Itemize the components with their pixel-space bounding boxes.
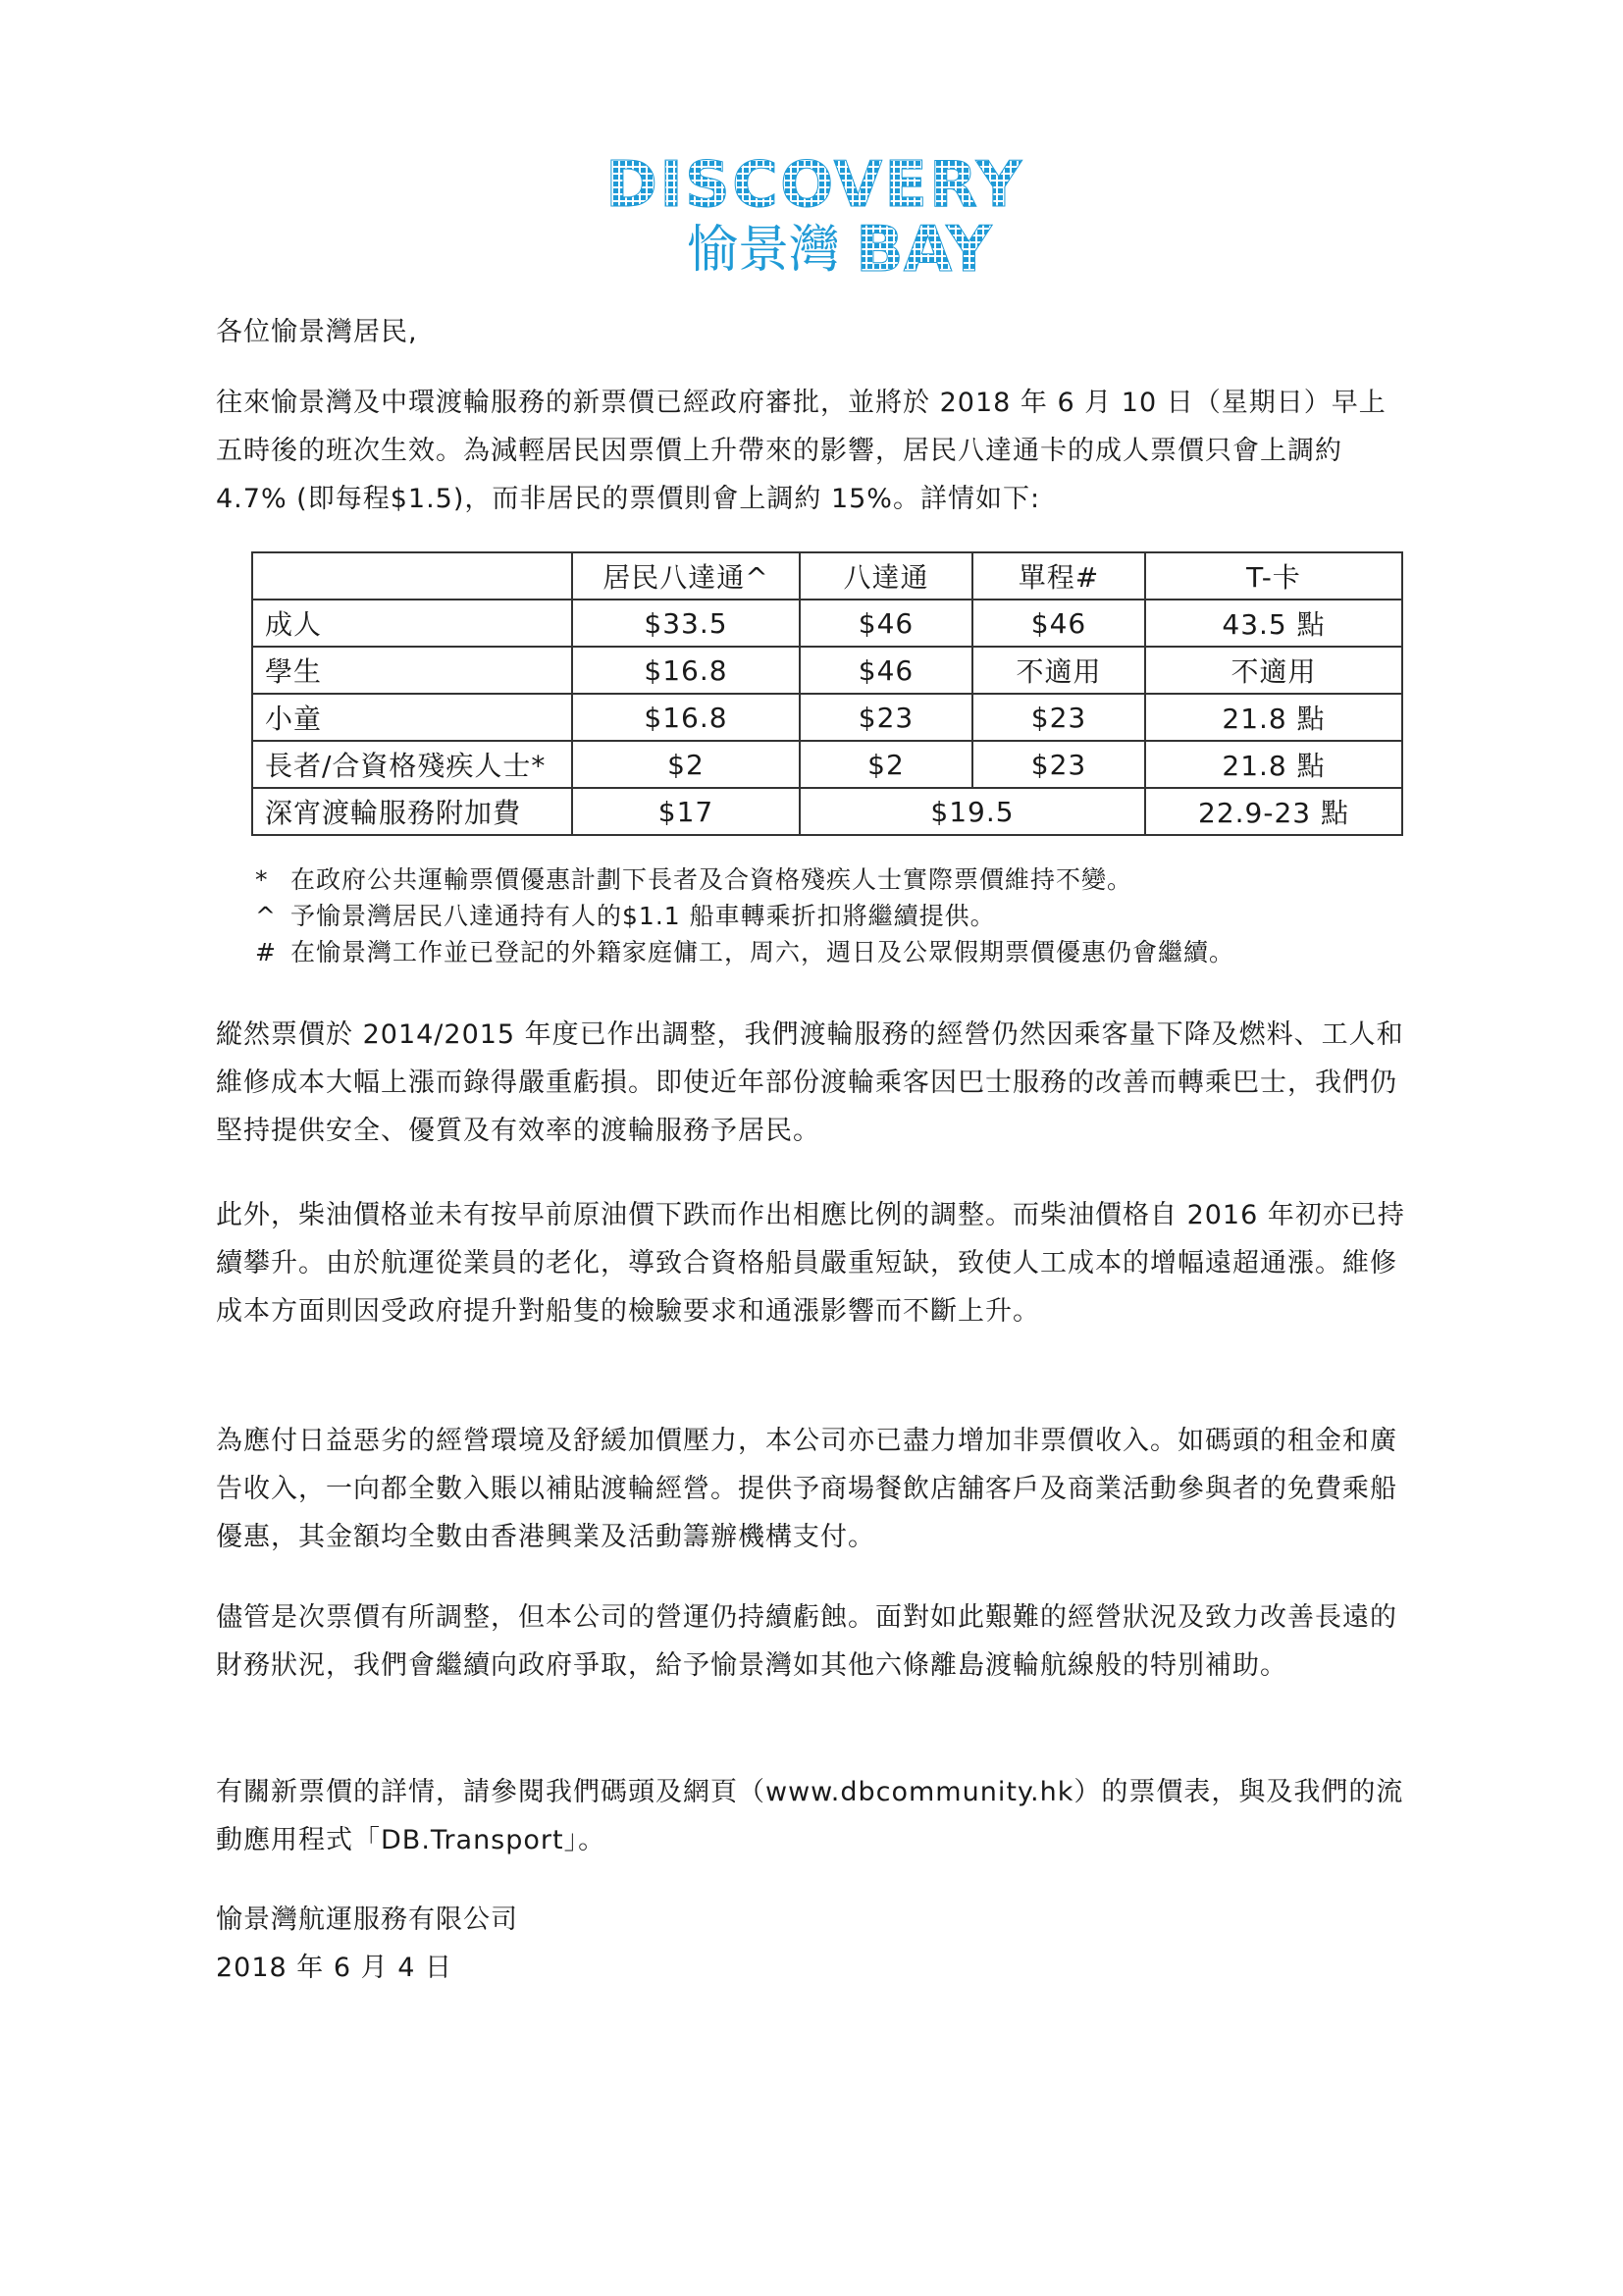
logo-line2-en: BAY xyxy=(856,214,992,287)
table-cell: 學生 xyxy=(252,647,572,694)
footnote-text: 在政府公共運輸票價優惠計劃下長者及合資格殘疾人士實際票價維持不變。 xyxy=(290,865,1133,894)
table-cell: 43.5 點 xyxy=(1145,600,1402,647)
table-cell: 21.8 點 xyxy=(1145,694,1402,741)
signature-company: 愉景灣航運服務有限公司 xyxy=(216,1905,518,1935)
table-cell: 不適用 xyxy=(972,647,1145,694)
table-row xyxy=(252,600,1402,647)
body-paragraph: 為應付日益惡劣的經營環境及舒緩加價壓力，本公司亦已盡力增加非票價收入。如碼頭的租金和廣告收入，一向都全數入賬以補貼渡輪經營。提供予商場餐飲店舖客戶及商業活動參與者的免費乘船優惠，其金額均全數由香港興業及活動籌辦機構支付。 xyxy=(216,1426,1397,1552)
footnote-text: 在愉景灣工作並已登記的外籍家庭傭工，周六，週日及公眾假期票價優惠仍會繼續。 xyxy=(290,938,1235,966)
table-cell: $17 xyxy=(572,788,800,835)
table-cell: 小童 xyxy=(252,694,572,741)
table-header-tcard: T-卡 xyxy=(1145,552,1402,600)
fare-table xyxy=(251,551,1403,836)
table-cell: $2 xyxy=(572,741,800,788)
footnote xyxy=(255,861,1413,898)
discovery-bay-logo xyxy=(0,147,1623,285)
table-cell: $23 xyxy=(972,741,1145,788)
table-cell: 不適用 xyxy=(1145,647,1402,694)
signature-date: 2018 年 6 月 4 日 xyxy=(216,1953,452,1983)
table-cell: 22.9-23 點 xyxy=(1145,788,1402,835)
table-header-octopus: 八達通 xyxy=(800,552,972,600)
table-cell: $46 xyxy=(800,647,972,694)
table-header-resident-octopus: 居民八達通^ xyxy=(572,552,800,600)
table-cell: $16.8 xyxy=(572,647,800,694)
table-row xyxy=(252,694,1402,741)
table-header-single: 單程# xyxy=(972,552,1145,600)
footnote xyxy=(255,934,1413,970)
body-paragraph: 縱然票價於 2014/2015 年度已作出調整，我們渡輪服務的經營仍然因乘客量下降及燃料、工人和維修成本大幅上漲而錄得嚴重虧損。即使近年部份渡輪乘客因巴士服務的改善而轉乘巴士，我們仍堅持提供安全、優質及有效率的渡輪服務予居民。 xyxy=(216,1019,1404,1146)
table-cell: $19.5 xyxy=(800,788,1145,835)
table-row xyxy=(252,647,1402,694)
table-cell: $33.5 xyxy=(572,600,800,647)
table-footnotes xyxy=(255,861,1413,970)
table-row xyxy=(252,741,1402,788)
table-header-row xyxy=(252,552,1402,600)
footnote-symbol: # xyxy=(255,938,277,966)
footnote xyxy=(255,898,1413,934)
footnote-symbol: * xyxy=(255,865,269,894)
table-cell: $46 xyxy=(800,600,972,647)
intro-paragraph: 往來愉景灣及中環渡輪服務的新票價已經政府審批，並將於 2018 年 6 月 10 日（星期日）早上五時後的班次生效。為減輕居民因票價上升帶來的影響，居民八達通卡的成人票價只會上調約 4.7% (即每程$1.5)，而非居民的票價則會上調約 15%。詳情如下: xyxy=(216,388,1387,514)
table-cell: $23 xyxy=(972,694,1145,741)
footnote-symbol: ^ xyxy=(255,902,277,930)
table-cell: $46 xyxy=(972,600,1145,647)
table-cell: 深宵渡輪服務附加費 xyxy=(252,788,572,835)
table-cell: $23 xyxy=(800,694,972,741)
salutation: 各位愉景灣居民, xyxy=(216,317,418,347)
table-row-surcharge xyxy=(252,788,1402,835)
logo-line1: DISCOVERY xyxy=(604,149,1024,222)
table-cell: $16.8 xyxy=(572,694,800,741)
body-paragraph: 有關新票價的詳情，請參閱我們碼頭及網頁（www.dbcommunity.hk）的票價表，與及我們的流動應用程式「DB.Transport」。 xyxy=(216,1777,1404,1855)
table-cell: $2 xyxy=(800,741,972,788)
table-header-blank xyxy=(252,552,572,600)
body-paragraph: 此外，柴油價格並未有按早前原油價下跌而作出相應比例的調整。而柴油價格自 2016 年初亦已持續攀升。由於航運從業員的老化，導致合資格船員嚴重短缺，致使人工成本的增幅遠超通漲。維修成本方面則因受政府提升對船隻的檢驗要求和通漲影響而不斷上升。 xyxy=(216,1200,1405,1327)
footnote-text: 予愉景灣居民八達通持有人的$1.1 船車轉乘折扣將繼續提供。 xyxy=(290,902,996,930)
table-cell: 長者/合資格殘疾人士* xyxy=(252,741,572,788)
table-cell: 21.8 點 xyxy=(1145,741,1402,788)
body-paragraph: 儘管是次票價有所調整，但本公司的營運仍持續虧蝕。面對如此艱難的經營狀況及致力改善長遠的財務狀況，我們會繼續向政府爭取，給予愉景灣如其他六條離島渡輪航線般的特別補助。 xyxy=(216,1602,1397,1681)
logo-line2-cn: 愉景灣 xyxy=(687,221,841,280)
logo-graphic xyxy=(604,147,1024,287)
table-cell: 成人 xyxy=(252,600,572,647)
